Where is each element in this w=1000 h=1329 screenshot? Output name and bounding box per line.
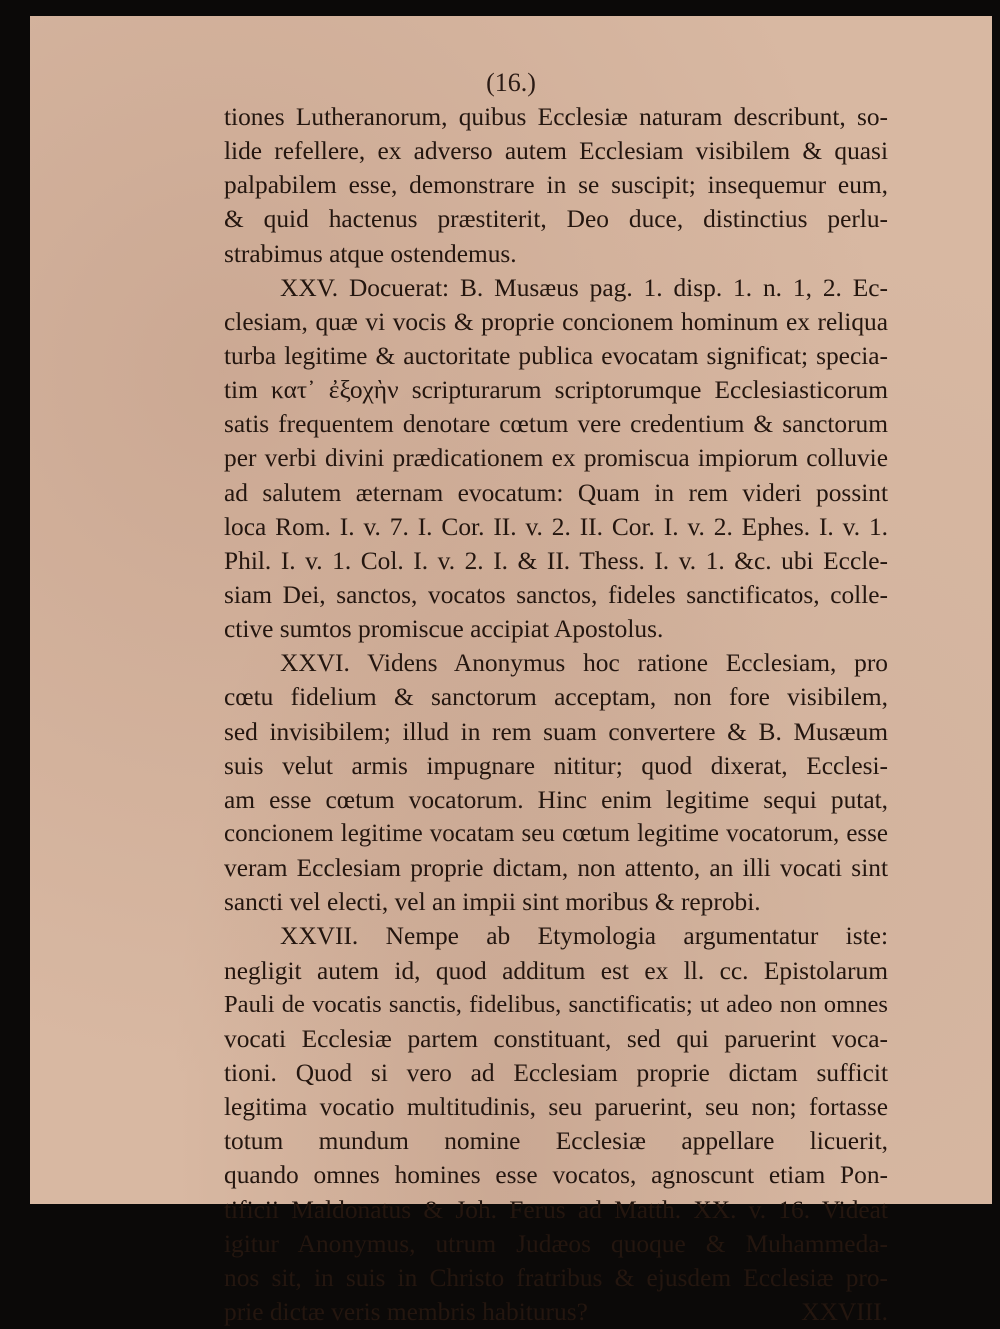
text-line: cœtu fidelium & sanctorum acceptam, non fore visibilem, (224, 683, 888, 712)
text-line: totum mundum nomine Ecclesiæ appellare licuerit, (224, 1127, 888, 1156)
text-line: ad salutem æternam evocatum: Quam in rem videri possint (224, 478, 888, 507)
text-line: sancti vel electi, vel an impii sint moribus & reprobi. (224, 888, 761, 917)
page-number-header: (16.) (486, 68, 536, 97)
text-line: ctive sumtos promiscue accipiat Apostolus. (224, 615, 664, 644)
paragraph-intro (224, 100, 888, 271)
text-line: loca Rom. I. v. 7. I. Cor. II. v. 2. II. Cor. I. v. 2. Ephes. I. v. 1. (224, 512, 888, 541)
text-line: negligit autem id, quod additum est ex ll. cc. Epistolarum (224, 956, 888, 985)
text-line: concionem legitime vocatam seu cœtum legitime vocatorum, esse (224, 819, 888, 847)
text-line: tiones Lutheranorum, quibus Ecclesiæ naturam describunt, so- (224, 103, 888, 131)
final-text-line: prie dictæ veris membris habiturus? (224, 1297, 588, 1326)
text-line: Phil. I. v. 1. Col. I. v. 2. I. & II. Thess. I. v. 1. &c. ubi Eccle- (224, 546, 888, 575)
text-line: tificii Maldonatus & Joh. Ferus ad Matth. XX. v. 16. Videat (224, 1195, 888, 1224)
text-line: suis velut armis impugnare nititur; quod dixerat, Ecclesi- (224, 751, 888, 780)
text-line: & quid hactenus præstiterit, Deo duce, distinctius perlu- (224, 205, 888, 234)
text-line: siam Dei, sanctos, vocatos sanctos, fideles sanctificatos, colle- (224, 580, 888, 609)
page-text-block (224, 100, 888, 1329)
text-line: nos sit, in suis in Christo fratribus & ejusdem Ecclesiæ pro- (224, 1263, 888, 1292)
text-line: clesiam, quæ vi vocis & proprie concionem hominum ex reliqua (224, 307, 888, 336)
paragraph-xxv (224, 271, 888, 647)
text-line: quando omnes homines esse vocatos, agnoscunt etiam Pon- (224, 1161, 888, 1190)
text-line: XXVI. Videns Anonymus hoc ratione Ecclesiam, pro (280, 649, 888, 678)
catchword: XXVIII. (801, 1297, 888, 1326)
text-line: vocati Ecclesiæ partem constituant, sed qui paruerint voca- (224, 1024, 888, 1053)
text-line: sed invisibilem; illud in rem suam convertere & B. Musæum (224, 717, 888, 746)
text-line: palpabilem esse, demonstrare in se suscipit; insequemur eum, (224, 171, 888, 200)
text-line: lide refellere, ex adverso autem Ecclesiam visibilem & quasi (224, 137, 888, 166)
text-line: XXVII. Nempe ab Etymologia argumentatur iste: (280, 922, 888, 951)
final-line-with-catchword (224, 1295, 888, 1329)
text-line: igitur Anonymus, utrum Judæos quoque & Muhammeda- (224, 1229, 888, 1258)
text-line: turba legitime & auctoritate publica evocatam significat; specia- (224, 341, 888, 370)
text-line: tim κατ᾽ ἐξοχὴν scripturarum scriptorumque Ecclesiasticorum (224, 376, 888, 405)
text-line: veram Ecclesiam proprie dictam, non attento, an illi vocati sint (224, 854, 888, 883)
text-line: am esse cœtum vocatorum. Hinc enim legitime sequi putat, (224, 785, 888, 814)
paragraph-xxvi (224, 646, 888, 919)
paragraph-xxvii (224, 919, 888, 1295)
text-line: strabimus atque ostendemus. (224, 239, 517, 268)
text-line: tioni. Quod si vero ad Ecclesiam proprie dictam sufficit (224, 1058, 888, 1087)
text-line: satis frequentem denotare cœtum vere credentium & sanctorum (224, 410, 888, 439)
text-line: XXV. Docuerat: B. Musæus pag. 1. disp. 1. n. 1, 2. Ec- (280, 273, 888, 302)
text-line: legitima vocatio multitudinis, seu paruerint, seu non; fortasse (224, 1093, 888, 1122)
book-page (30, 16, 992, 1326)
text-line: per verbi divini prædicationem ex promiscua impiorum colluvie (224, 444, 888, 473)
text-line: Pauli de vocatis sanctis, fidelibus, sanctificatis; ut adeo non omnes (224, 990, 888, 1018)
